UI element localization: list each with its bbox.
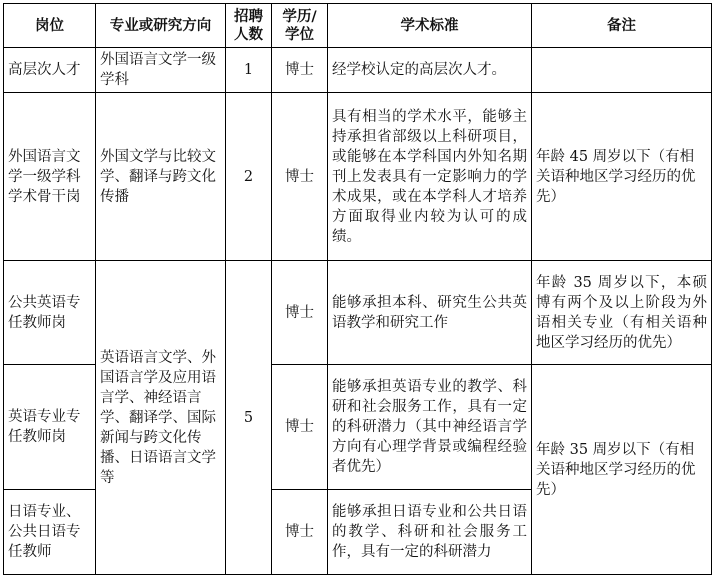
cell-position: 日语专业、公共日语专任教师 — [4, 490, 96, 575]
table-row — [4, 93, 712, 261]
header-count: 招聘人数 — [226, 4, 272, 48]
cell-shared-notes: 年龄 35 周岁以下（有相关语种地区学习经历的优先） — [532, 365, 712, 575]
cell-position: 高层次人才 — [4, 48, 96, 93]
cell-count: 1 — [226, 48, 272, 93]
cell-notes: 年龄 45 周岁以下（有相关语种地区学习经历的优先） — [532, 93, 712, 261]
header-notes: 备注 — [532, 4, 712, 48]
header-position: 岗位 — [4, 4, 96, 48]
cell-degree: 博士 — [272, 365, 328, 490]
cell-degree: 博士 — [272, 490, 328, 575]
cell-shared-major: 英语语言文学、外国语言学及应用语言学、神经语言学、翻译学、国际新闻与跨文化传播、日语语言文学等 — [96, 261, 226, 575]
table-row — [4, 48, 712, 93]
recruitment-table — [3, 3, 712, 575]
cell-degree: 博士 — [272, 48, 328, 93]
cell-criteria: 能够承担本科、研究生公共英语教学和研究工作 — [328, 261, 532, 365]
cell-position: 英语专业专任教师岗 — [4, 365, 96, 490]
cell-criteria: 经学校认定的高层次人才。 — [328, 48, 532, 93]
cell-position: 公共英语专任教师岗 — [4, 261, 96, 365]
cell-criteria: 能够承担日语专业和公共日语的教学、科研和社会服务工作，具有一定的科研潜力 — [328, 490, 532, 575]
cell-degree: 博士 — [272, 261, 328, 365]
cell-major: 外国文学与比较文学、翻译与跨文化传播 — [96, 93, 226, 261]
cell-count: 2 — [226, 93, 272, 261]
cell-degree: 博士 — [272, 93, 328, 261]
header-criteria: 学术标准 — [328, 4, 532, 48]
cell-criteria: 具有相当的学术水平，能够主持承担省部级以上科研项目，或能够在本学科国内外知名期刊上发表具有一定影响力的学术成果，或在本学科人才培养方面取得业内较为认可的成绩。 — [328, 93, 532, 261]
cell-criteria: 能够承担英语专业的教学、科研和社会服务工作，具有一定的科研潜力（其中神经语言学方向有心理学背景或编程经验者优先） — [328, 365, 532, 490]
header-major: 专业或研究方向 — [96, 4, 226, 48]
header-row — [4, 4, 712, 48]
cell-major: 外国语言文学一级学科 — [96, 48, 226, 93]
table-row — [4, 261, 712, 365]
cell-notes: 年龄 35 周岁以下，本硕博有两个及以上阶段为外语相关专业（有相关语种地区学习经历的优先） — [532, 261, 712, 365]
recruitment-table-container — [3, 3, 711, 574]
cell-notes — [532, 48, 712, 93]
header-degree: 学历/学位 — [272, 4, 328, 48]
cell-position: 外国语言文学一级学科学术骨干岗 — [4, 93, 96, 261]
cell-shared-count: 5 — [226, 261, 272, 575]
